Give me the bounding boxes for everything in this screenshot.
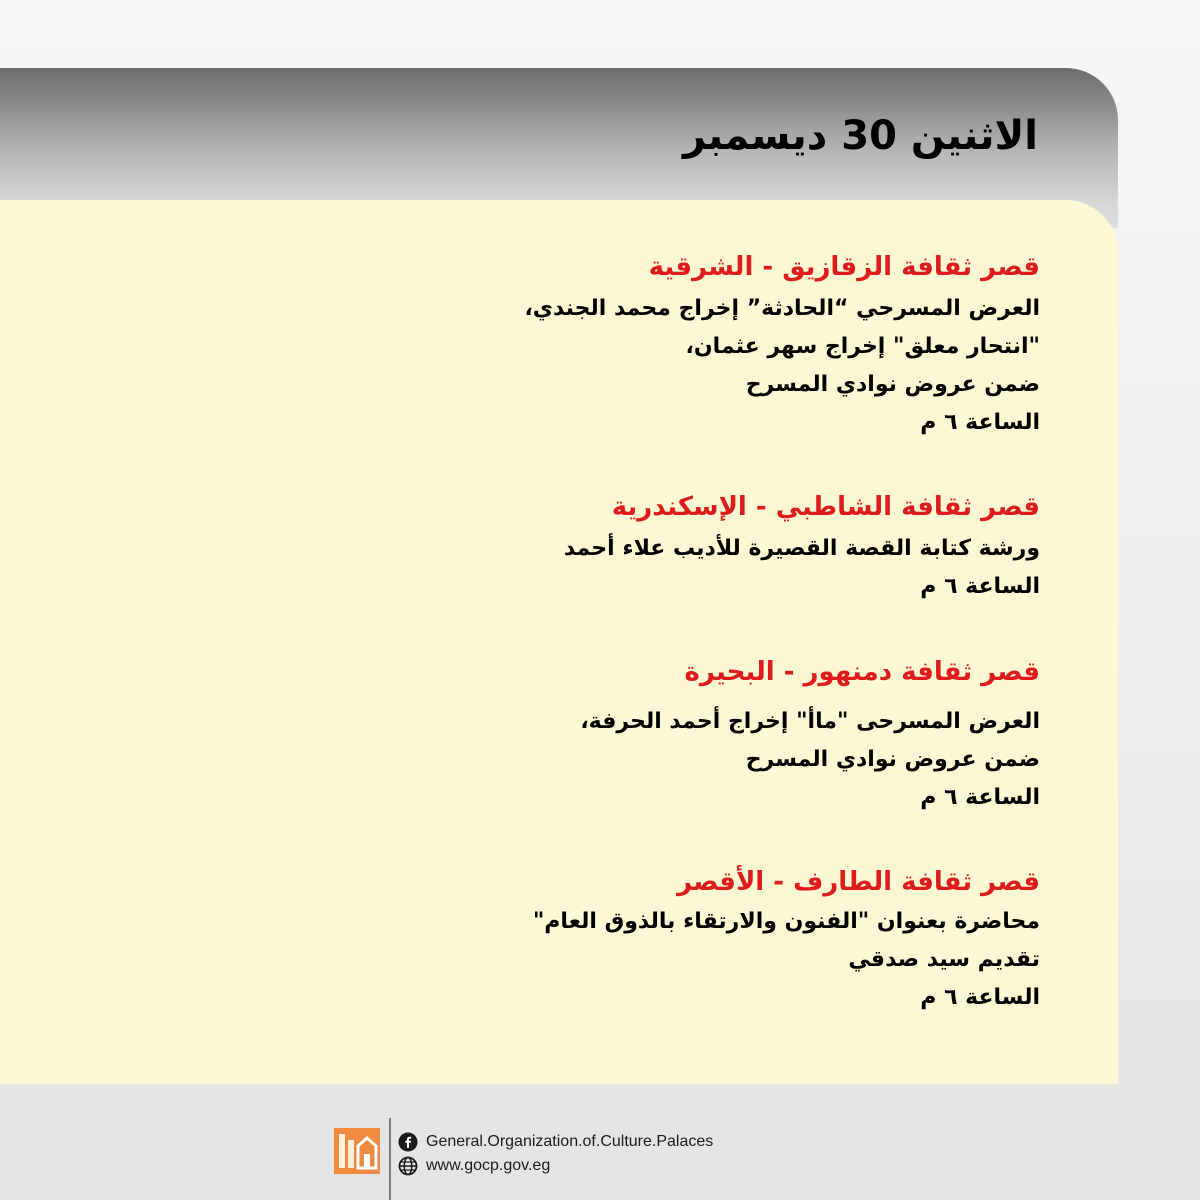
event-line: ضمن عروض نوادي المسرح — [745, 372, 1040, 397]
event-time: الساعة ٦ م — [920, 410, 1040, 435]
event-title: قصر ثقافة دمنهور - البحيرة — [684, 657, 1040, 687]
event-line: "انتحار معلق" إخراج سهر عثمان، — [685, 334, 1040, 359]
event-title: قصر ثقافة الشاطبي - الإسكندرية — [611, 492, 1040, 522]
event-line: العرض المسرحي “الحادثة” إخراج محمد الجندي، — [524, 296, 1040, 321]
event-card — [524, 250, 1040, 442]
event-title: قصر ثقافة الزقازيق - الشرقية — [648, 252, 1040, 282]
event-card — [580, 655, 1040, 817]
event-line: العرض المسرحى "ماأ" إخراج أحمد الحرفة، — [580, 709, 1040, 734]
facebook-link[interactable] — [398, 1131, 713, 1153]
event-card — [564, 490, 1040, 606]
event-time: الساعة ٦ م — [920, 785, 1040, 810]
website-url: www.gocp.gov.eg — [426, 1157, 551, 1174]
event-time: الساعة ٦ م — [920, 574, 1040, 599]
event-card — [533, 865, 1040, 1017]
footer-divider — [389, 1118, 391, 1200]
event-time: الساعة ٦ م — [920, 985, 1040, 1010]
website-link[interactable] — [398, 1155, 550, 1177]
event-line: ضمن عروض نوادي المسرح — [745, 747, 1040, 772]
facebook-icon — [398, 1132, 418, 1152]
event-line: ورشة كتابة القصة القصيرة للأديب علاء أحمد — [563, 536, 1040, 561]
gocp-logo — [334, 1128, 380, 1174]
event-line: تقديم سيد صدقي — [848, 947, 1040, 972]
event-line: محاضرة بعنوان "الفنون والارتقاء بالذوق العام" — [532, 909, 1040, 934]
page-title: الاثنين 30 ديسمبر — [683, 113, 1038, 159]
event-title: قصر ثقافة الطارف - الأقصر — [677, 867, 1040, 897]
globe-icon — [398, 1156, 418, 1176]
facebook-page-name: General.Organization.of.Culture.Palaces — [426, 1133, 714, 1150]
